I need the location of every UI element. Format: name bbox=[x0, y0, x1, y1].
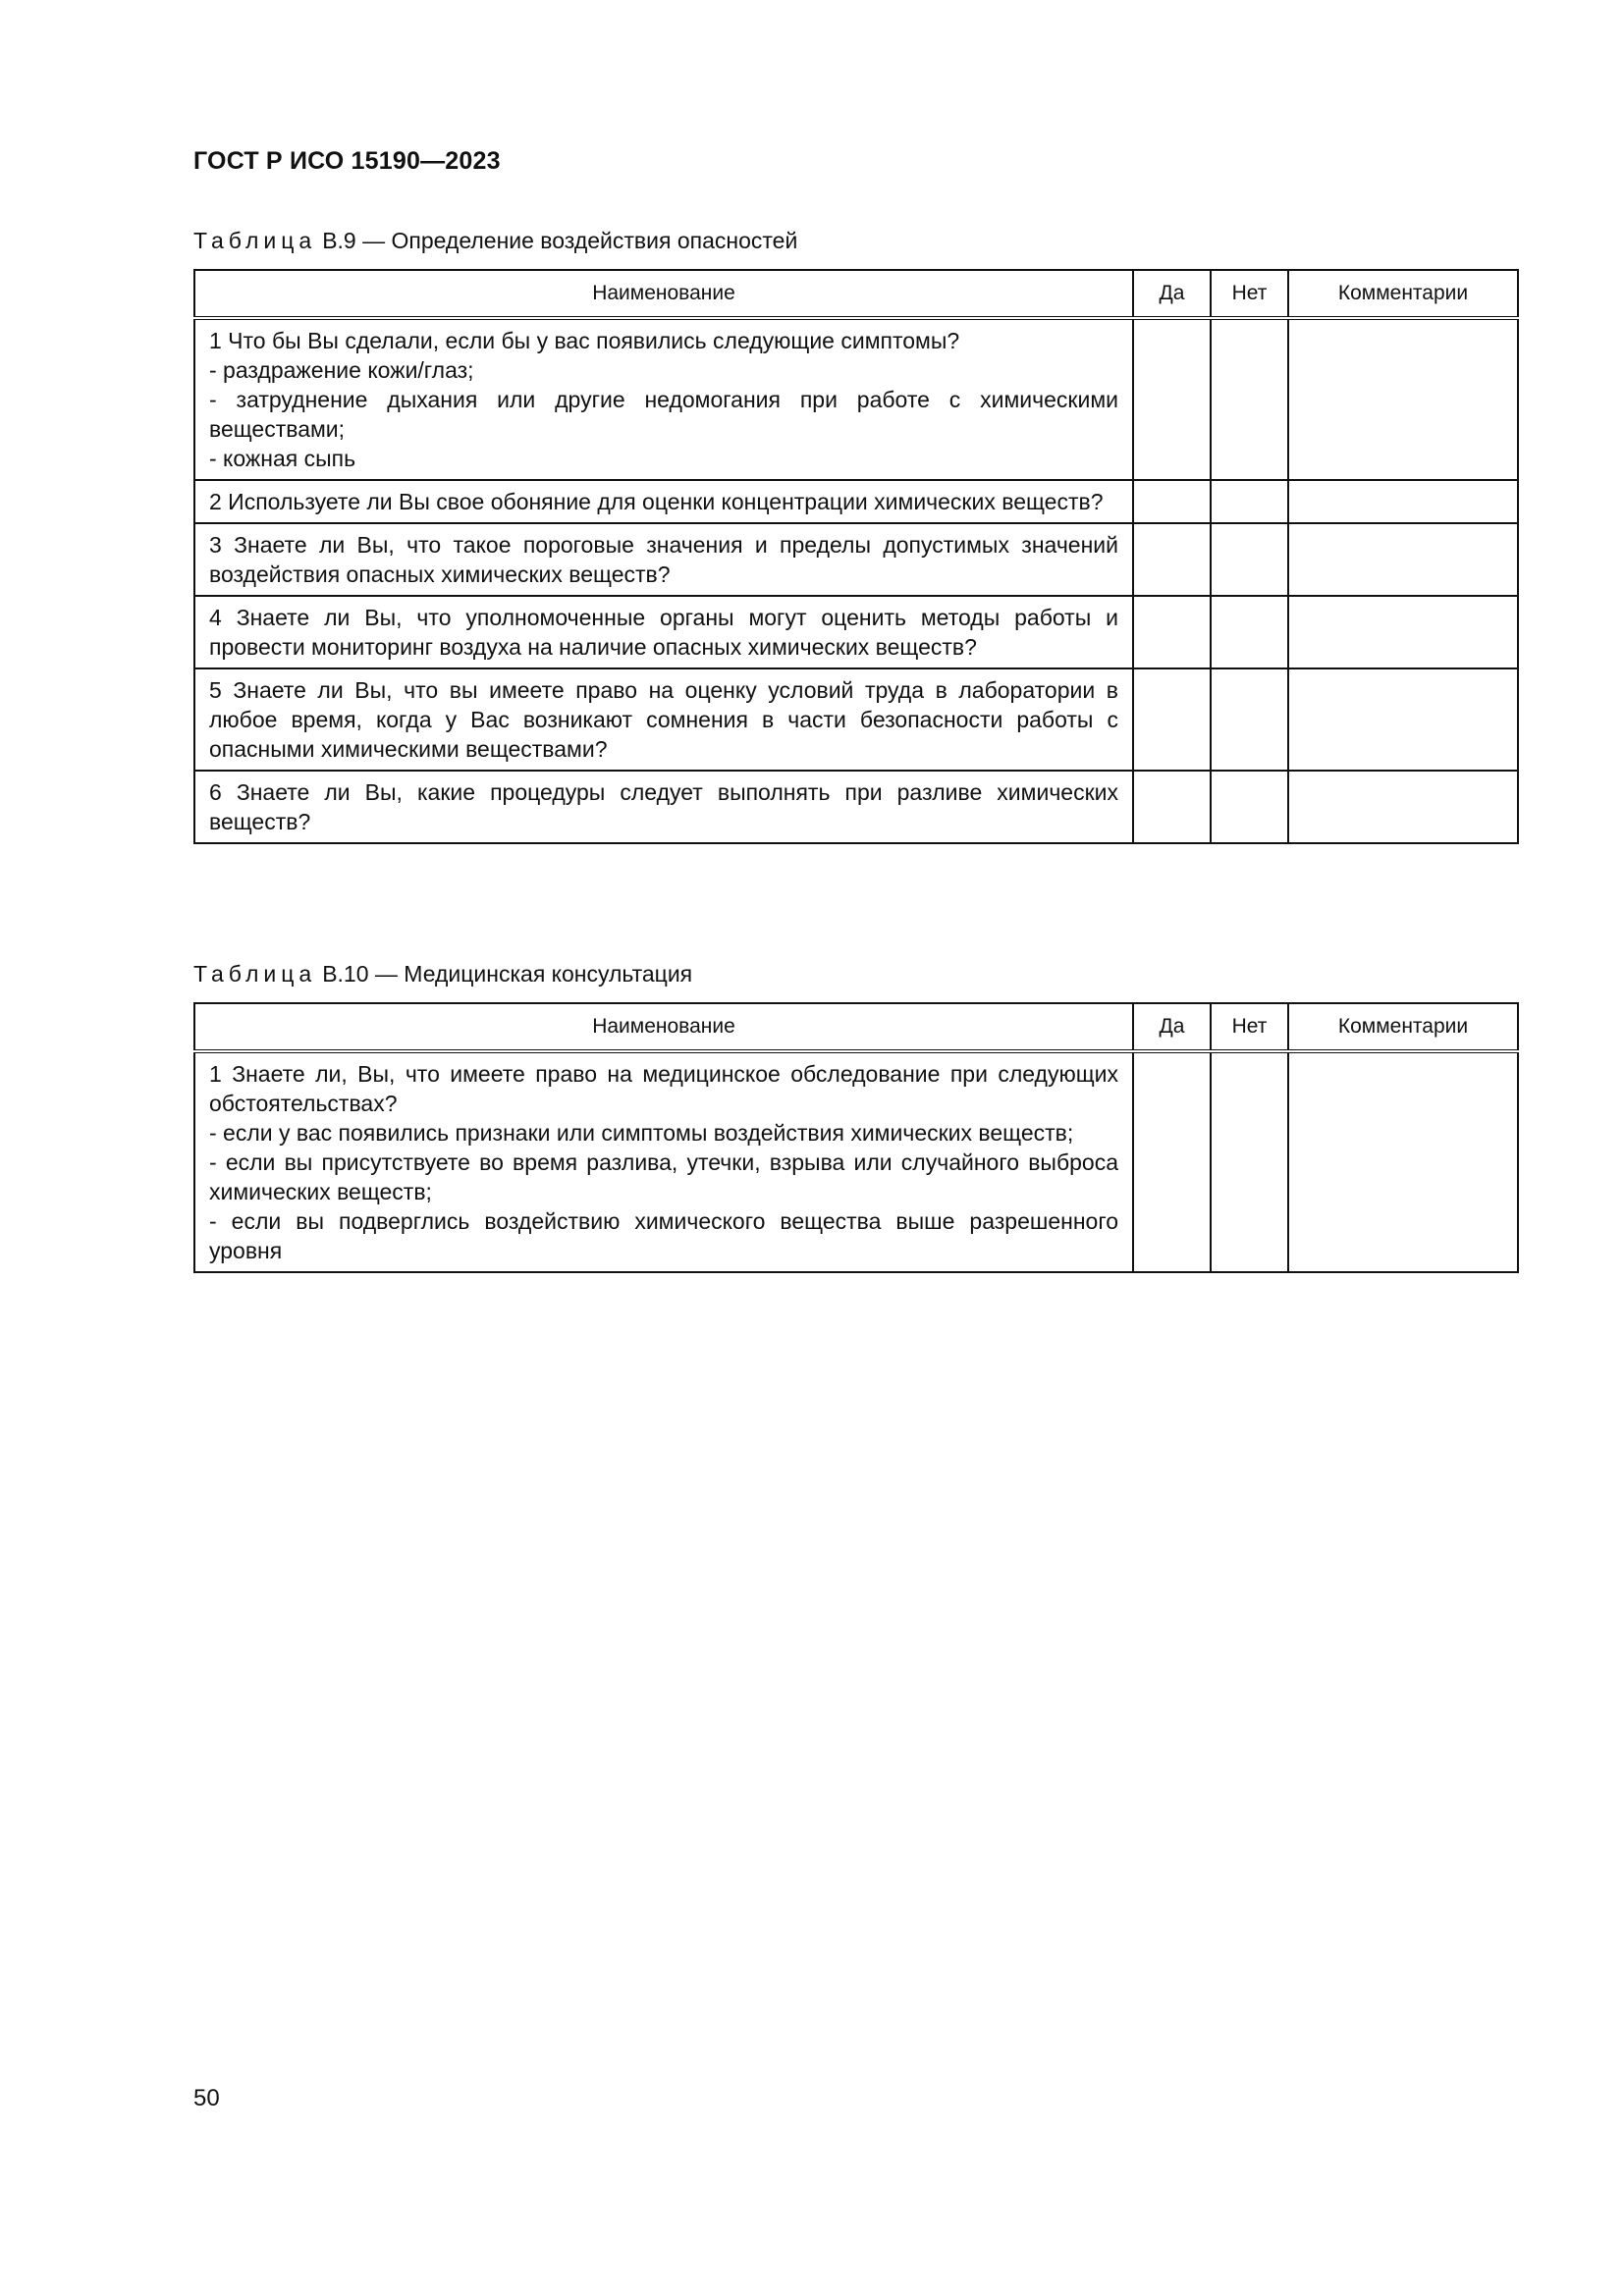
question-text: - затруднение дыхания или другие недомогания при работе с химическими веществами; bbox=[209, 387, 1118, 442]
comment-cell[interactable] bbox=[1288, 1051, 1518, 1272]
column-header-comments: Комментарии bbox=[1288, 270, 1518, 318]
answer-yes-cell[interactable] bbox=[1133, 1051, 1211, 1272]
question-text: 5 Знаете ли Вы, что вы имеете право на оценку условий труда в лаборатории в любое время, когда у Вас возникают сомнения в части безопасности работы с опасными химическими веществами? bbox=[209, 677, 1118, 762]
question-text: - раздражение кожи/глаз; bbox=[209, 357, 474, 383]
question-text: - если вы подверглись воздействию химического вещества выше разрешенного уровня bbox=[209, 1208, 1118, 1263]
column-header-name: Наименование bbox=[194, 1003, 1133, 1051]
comment-cell[interactable] bbox=[1288, 318, 1518, 480]
table-row bbox=[194, 480, 1518, 523]
question-cell bbox=[194, 523, 1133, 596]
question-text: - если у вас появились признаки или симптомы воздействия химических веществ; bbox=[209, 1120, 1074, 1146]
answer-no-cell[interactable] bbox=[1211, 523, 1288, 596]
page-number: 50 bbox=[193, 2085, 220, 2111]
table-row bbox=[194, 668, 1518, 771]
answer-yes-cell[interactable] bbox=[1133, 668, 1211, 771]
caption-word: Таблица bbox=[193, 228, 317, 253]
answer-no-cell[interactable] bbox=[1211, 771, 1288, 843]
question-text: 6 Знаете ли Вы, какие процедуры следует выполнять при разливе химических веществ? bbox=[209, 779, 1118, 834]
answer-yes-cell[interactable] bbox=[1133, 596, 1211, 668]
question-cell bbox=[194, 596, 1133, 668]
table-row bbox=[194, 596, 1518, 668]
table-row bbox=[194, 1051, 1518, 1272]
answer-no-cell[interactable] bbox=[1211, 668, 1288, 771]
comment-cell[interactable] bbox=[1288, 523, 1518, 596]
table-b9-caption bbox=[193, 228, 797, 254]
table-header-row bbox=[194, 270, 1518, 318]
column-header-name: Наименование bbox=[194, 270, 1133, 318]
answer-no-cell[interactable] bbox=[1211, 480, 1288, 523]
column-header-comments: Комментарии bbox=[1288, 1003, 1518, 1051]
answer-no-cell[interactable] bbox=[1211, 1051, 1288, 1272]
answer-yes-cell[interactable] bbox=[1133, 523, 1211, 596]
caption-title: В.10 — Медицинская консультация bbox=[322, 961, 693, 987]
table-b10 bbox=[193, 1002, 1519, 1273]
table-header-row bbox=[194, 1003, 1518, 1051]
table-row bbox=[194, 771, 1518, 843]
question-text: 4 Знаете ли Вы, что уполномоченные органы могут оценить методы работы и провести мониторинг воздуха на наличие опасных химических веществ? bbox=[209, 605, 1118, 660]
comment-cell[interactable] bbox=[1288, 668, 1518, 771]
question-cell bbox=[194, 668, 1133, 771]
document-header: ГОСТ Р ИСО 15190—2023 bbox=[193, 147, 501, 175]
question-text: - если вы присутствуете во время разлива, утечки, взрыва или случайного выброса химических веществ; bbox=[209, 1149, 1118, 1204]
column-header-yes: Да bbox=[1133, 1003, 1211, 1051]
question-cell bbox=[194, 318, 1133, 480]
column-header-no: Нет bbox=[1211, 270, 1288, 318]
question-text: 2 Используете ли Вы свое обоняние для оценки концентрации химических веществ? bbox=[209, 489, 1104, 514]
caption-title: В.9 — Определение воздействия опасностей bbox=[322, 228, 798, 253]
comment-cell[interactable] bbox=[1288, 771, 1518, 843]
table-row bbox=[194, 523, 1518, 596]
question-text: 3 Знаете ли Вы, что такое пороговые значения и пределы допустимых значений воздействия опасных химических веществ? bbox=[209, 532, 1118, 587]
comment-cell[interactable] bbox=[1288, 596, 1518, 668]
answer-yes-cell[interactable] bbox=[1133, 318, 1211, 480]
answer-yes-cell[interactable] bbox=[1133, 771, 1211, 843]
table-row bbox=[194, 318, 1518, 480]
table-b9 bbox=[193, 269, 1519, 844]
caption-word: Таблица bbox=[193, 961, 317, 987]
answer-no-cell[interactable] bbox=[1211, 596, 1288, 668]
question-cell bbox=[194, 1051, 1133, 1272]
question-text: 1 Знаете ли, Вы, что имеете право на медицинское обследование при следующих обстоятельствах? bbox=[209, 1061, 1118, 1116]
answer-yes-cell[interactable] bbox=[1133, 480, 1211, 523]
column-header-no: Нет bbox=[1211, 1003, 1288, 1051]
column-header-yes: Да bbox=[1133, 270, 1211, 318]
question-cell bbox=[194, 480, 1133, 523]
question-text: - кожная сыпь bbox=[209, 446, 356, 471]
answer-no-cell[interactable] bbox=[1211, 318, 1288, 480]
table-b10-caption bbox=[193, 961, 692, 988]
question-cell bbox=[194, 771, 1133, 843]
comment-cell[interactable] bbox=[1288, 480, 1518, 523]
question-text: 1 Что бы Вы сделали, если бы у вас появились следующие симптомы? bbox=[209, 328, 960, 353]
